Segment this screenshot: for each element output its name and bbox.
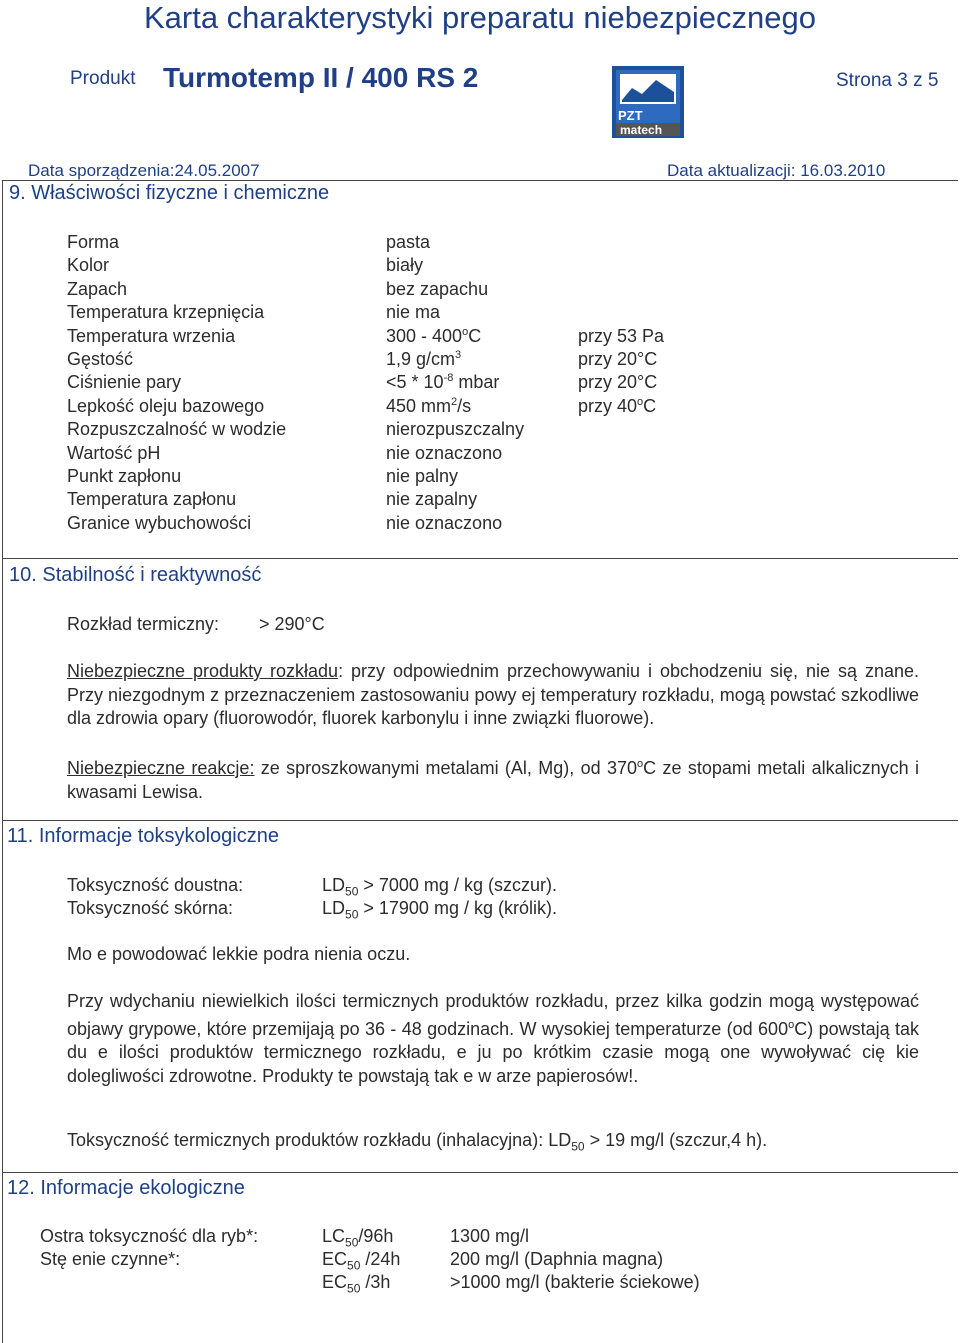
hazardous-reactions-text-a: ze sproszkowanymi metalami (Al, Mg), od 370: [254, 758, 638, 778]
ec-1-rest: /24h: [360, 1249, 401, 1269]
oral-ld: LD: [322, 875, 346, 895]
property-value-sup: -8: [443, 372, 454, 385]
property-value-text: 300 - 400: [386, 325, 463, 346]
hazardous-reactions-label: Niebezpieczne reakcje:: [67, 758, 255, 778]
property-value: biały: [386, 255, 424, 276]
inhalation-paragraph: [67, 990, 919, 1088]
fish-toxicity-label: Ostra toksyczność dla ryb*:: [40, 1226, 259, 1246]
section9-rule: [2, 558, 958, 559]
oral-toxicity-label: Toksyczność doustna:: [67, 875, 244, 895]
inhalation-text-a: Przy wdychaniu niewielkich ilości termicznych produktów rozkładu, przez kilka godzin mogą występować objawy grypowe, które przemijają po 36 - 48 godzinach. W wysokiej temperaturze (od 600: [67, 991, 919, 1039]
thermal-text-b: > 19 mg/l (szczur,4 h).: [584, 1130, 768, 1150]
inhalation-text-b: C) powstają tak du e ilości produktów termicznego rozkładu, e ju po krótkim czasie mogą one wywoływać cię kie dolegliwości zdrowotne. Produkty te powstają tak e w arze papierosów!.: [67, 1018, 919, 1086]
property-label: Granice wybuchowości: [67, 512, 252, 533]
oral-ld-sub: 50: [345, 884, 359, 899]
fish-lc-sub: 50: [345, 1235, 359, 1250]
property-label: Zapach: [67, 278, 128, 299]
oral-ld-rest: > 7000 mg / kg (szczur).: [358, 875, 557, 895]
header-rule: [2, 180, 958, 181]
property-condition-sup: o: [637, 395, 644, 408]
property-value-sup: 2: [451, 395, 458, 408]
property-value-sup: o: [462, 325, 469, 338]
thermal-sub: 50: [571, 1139, 585, 1154]
logo-text-matech: matech: [620, 123, 663, 137]
hazardous-reactions-paragraph: [67, 753, 919, 804]
active-concentration-label: Stę enie czynne*:: [40, 1249, 181, 1269]
property-value: bez zapachu: [386, 278, 489, 299]
property-label: Lepkość oleju bazowego: [67, 395, 265, 416]
date-created: Data sporządzenia:24.05.2007: [28, 161, 260, 180]
property-label: Temperatura wrzenia: [67, 325, 236, 346]
property-value-text: 1,9 g/cm: [386, 349, 456, 369]
property-condition: przy 20°C: [578, 349, 658, 369]
property-condition: [578, 396, 656, 417]
section10-rule: [2, 820, 958, 821]
active-value-2: >1000 mg/l (bakterie ściekowe): [450, 1272, 700, 1292]
fish-toxicity-param: [322, 1226, 393, 1250]
section10-title: 10. Stabilność i reaktywność: [9, 564, 262, 586]
fish-lc: LC: [322, 1226, 346, 1246]
property-label: Forma: [67, 232, 120, 252]
property-condition-text: przy 40: [578, 395, 638, 416]
property-label: Gęstość: [67, 349, 134, 369]
ec-2-rest: /3h: [360, 1272, 391, 1292]
skin-ld-sub: 50: [345, 907, 359, 922]
section10-border: [2, 558, 3, 820]
property-label: Rozpuszczalność w wodzie: [67, 419, 287, 440]
skin-ld-rest: > 17900 mg / kg (królik).: [358, 898, 557, 918]
decomposition-value: > 290°C: [259, 614, 325, 634]
property-label: Wartość pH: [67, 442, 161, 463]
property-value-unit: C: [468, 325, 482, 346]
property-label: Temperatura krzepnięcia: [67, 302, 265, 323]
ec-1-sub: 50: [347, 1258, 361, 1273]
active-value-1: 200 mg/l (Daphnia magna): [450, 1249, 664, 1269]
skin-ld: LD: [322, 898, 346, 918]
oral-toxicity-value: [322, 875, 557, 899]
section11-title: 11. Informacje toksykologiczne: [7, 825, 279, 847]
property-condition-unit: C: [643, 395, 657, 416]
fish-lc-rest: /96h: [358, 1226, 394, 1246]
thermal-text-a: Toksyczność termicznych produktów rozkładu (inhalacyjna): LD: [67, 1130, 572, 1150]
property-condition: przy 20°C: [578, 372, 658, 393]
active-param-1: [322, 1249, 400, 1273]
inhalation-degree-sup: o: [788, 1018, 795, 1031]
hazardous-decomposition-paragraph: [67, 660, 919, 731]
section12-border: [2, 1172, 3, 1343]
ec-2: EC: [322, 1272, 348, 1292]
property-value: [386, 396, 471, 417]
property-value: nie palny: [386, 466, 459, 486]
document-title: Karta charakterystyki preparatu niebezpiecznego: [143, 0, 817, 35]
property-value-unit: mbar: [453, 372, 500, 393]
property-label: Ciśnienie pary: [67, 372, 182, 393]
ec-1: EC: [322, 1249, 348, 1269]
section11-border: [2, 820, 3, 1172]
property-label: Punkt zapłonu: [67, 466, 182, 486]
section11-rule: [2, 1172, 958, 1173]
section9-border: [2, 180, 3, 558]
property-value: nie ma: [386, 302, 441, 323]
property-value-unit: /s: [457, 395, 472, 416]
section9-title: 9. Właściwości fizyczne i chemiczne: [9, 182, 330, 204]
logo-text-pzt: PZT: [618, 108, 643, 123]
date-updated: Data aktualizacji: 16.03.2010: [667, 161, 886, 180]
degree-sup: o: [637, 758, 644, 770]
product-name: Turmotemp II / 400 RS 2: [163, 62, 479, 93]
property-value: [386, 349, 461, 370]
property-value: pasta: [386, 232, 431, 252]
fish-toxicity-value: 1300 mg/l: [450, 1226, 530, 1246]
skin-toxicity-value: [322, 898, 557, 922]
active-param-2: [322, 1272, 390, 1296]
eye-irritation-text: Mo e powodować lekkie podra nienia oczu.: [67, 944, 411, 964]
skin-toxicity-label: Toksyczność skórna:: [67, 898, 234, 918]
thermal-toxicity-text: [67, 1130, 767, 1154]
hazardous-reactions-text-b: C ze stopami metali alkalicznych i kwasami Lewisa.: [67, 758, 919, 802]
property-value: [386, 326, 481, 347]
property-value: nie oznaczono: [386, 442, 503, 463]
company-logo: [612, 66, 684, 138]
property-value-text: <5 * 10: [386, 372, 444, 393]
page-number: Strona 3 z 5: [836, 70, 939, 91]
property-value: nierozpuszczalny: [386, 419, 525, 440]
product-label: Produkt: [70, 68, 136, 89]
property-value: [386, 372, 499, 393]
property-label: Temperatura zapłonu: [67, 489, 237, 510]
section12-title: 12. Informacje ekologiczne: [7, 1177, 245, 1199]
property-condition: przy 53 Pa: [578, 325, 665, 346]
property-value: nie oznaczono: [386, 512, 503, 533]
property-label: Kolor: [67, 255, 110, 276]
property-value-sup: 3: [455, 349, 462, 361]
hazardous-decomposition-label: Niebezpieczne produkty rozkładu: [67, 661, 339, 681]
property-value: nie zapalny: [386, 489, 478, 510]
ec-2-sub: 50: [347, 1281, 361, 1296]
decomposition-label: Rozkład termiczny:: [67, 614, 220, 634]
property-value-text: 450 mm: [386, 395, 452, 416]
hazardous-decomposition-text: : przy odpowiednim przechowywaniu i obchodzeniu się, nie są znane. Przy niezgodnym z przeznaczeniem zastosowaniu powy ej temperatury rozkładu, mogą powstać szkodliwe dla zdrowia opary (fluorowodór, fluorek karbonylu i inne związki fluorowe).: [67, 661, 919, 728]
